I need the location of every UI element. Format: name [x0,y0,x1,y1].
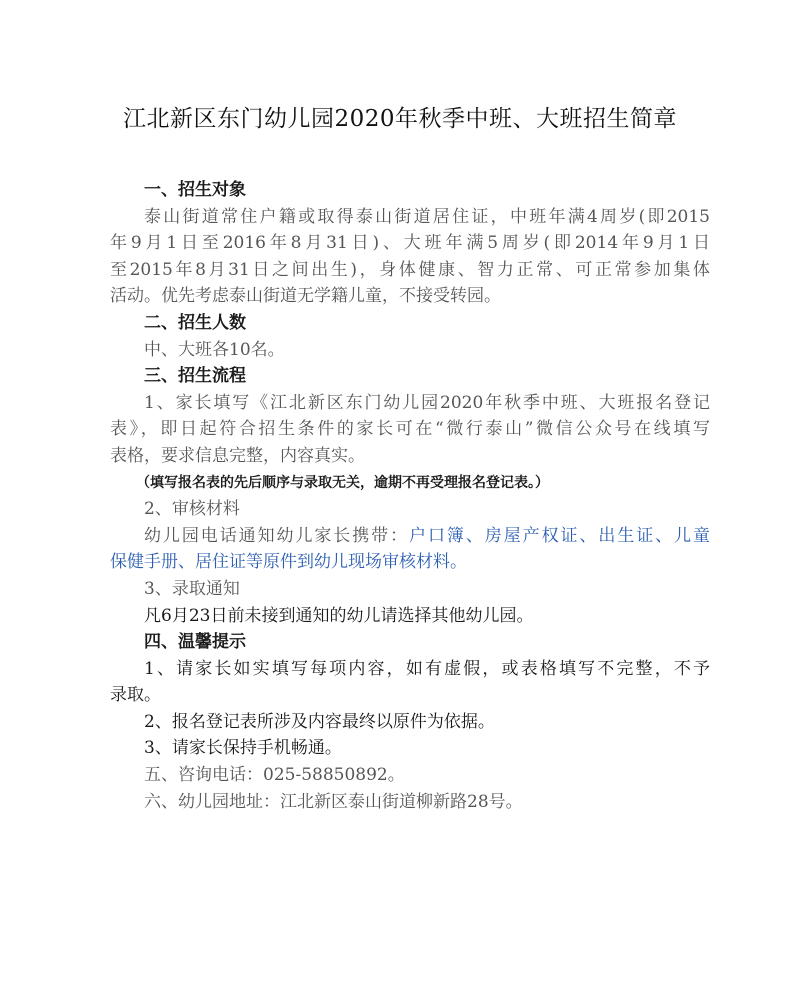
tip-line: 1、请家长如实填写每项内容，如有虚假，或表格填写不完整，不予 [144,658,710,679]
paragraph-line: 凡6月23日前未接到通知的幼儿请选择其他幼儿园。 [144,605,534,626]
step-heading-review-materials: 2、审核材料 [144,499,240,520]
tip-line: 2、报名登记表所涉及内容最终以原件为依据。 [144,711,495,732]
paragraph-line-materials [110,523,710,550]
section-heading-enrollment-count: 二、招生人数 [144,312,246,333]
paragraph-line: 表格，要求信息完整，内容真实。 [110,445,365,466]
materials-prefix: 幼儿园电话通知幼儿家长携带： [144,525,410,546]
materials-list-continued: 保健手册、居住证等原件到幼儿现场审核材料。 [110,552,467,573]
tip-line: 录取。 [110,685,161,706]
materials-list: 户口簿、房屋产权证、出生证、儿童 [409,525,710,546]
document-body [110,177,710,815]
paragraph-line: 表》，即日起符合招生条件的家长可在“微行泰山”微信公众号在线填写 [110,419,710,440]
section-heading-tips: 四、温馨提示 [144,632,246,653]
consult-phone: 五、咨询电话：025-58850892。 [144,765,405,786]
paragraph-line: 活动。优先考虑泰山街道无学籍儿童，不接受转园。 [110,286,501,307]
tip-line: 3、请家长保持手机畅通。 [144,738,342,759]
section-heading-admission-process: 三、招生流程 [144,366,246,387]
paragraph-line: 中、大班各10名。 [144,339,285,360]
paragraph-line: 年9月1日至2016年8月31日)、大班年满5周岁(即2014年9月1日 [110,233,710,254]
registration-note: （填写报名表的先后顺序与录取无关，逾期不再受理报名登记表。） [136,474,549,491]
page-title: 江北新区东门幼儿园2020年秋季中班、大班招生简章 [122,106,678,132]
kindergarten-address: 六、幼儿园地址：江北新区泰山街道柳新路28号。 [144,791,523,812]
paragraph-line: 泰山街道常住户籍或取得泰山街道居住证，中班年满4周岁(即2015 [144,206,710,227]
section-heading-admission-target: 一、招生对象 [144,180,246,200]
paragraph-line: 至2015年8月31日之间出生)，身体健康、智力正常、可正常参加集体 [110,259,710,280]
paragraph-line: 1、家长填写《江北新区东门幼儿园2020年秋季中班、大班报名登记 [144,392,710,413]
step-heading-admission-notice: 3、录取通知 [144,578,240,599]
